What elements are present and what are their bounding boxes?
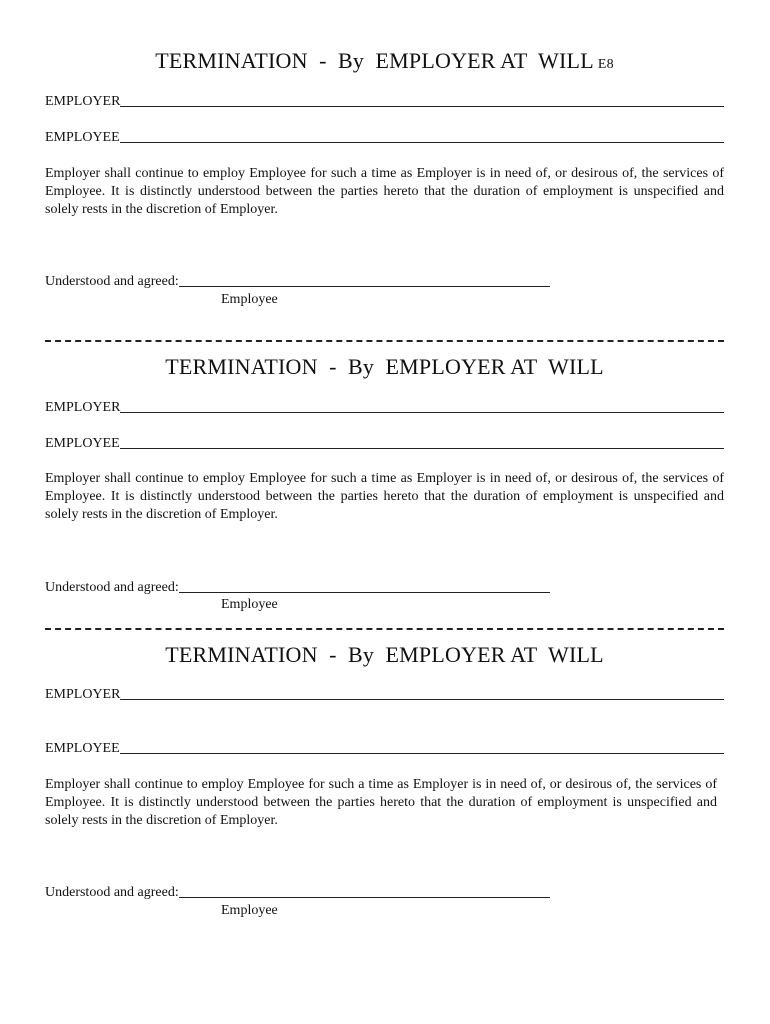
agreement-label: Understood and agreed: xyxy=(45,885,179,900)
employee-label: EMPLOYEE xyxy=(45,130,120,145)
employer-field[interactable] xyxy=(45,398,724,416)
signature-row[interactable] xyxy=(45,883,550,901)
employment-clause: Employer shall continue to employ Employee for such a time as Employer is in need of, or desirous of, the services of Employee. It is distinctly understood between the parties hereto that the duration of employment is unspecified and solely rests in the discretion of Employer. xyxy=(45,166,724,217)
agreement-label: Understood and agreed: xyxy=(45,274,179,289)
employee-blank-line[interactable] xyxy=(120,434,724,449)
employee-field[interactable] xyxy=(45,434,724,452)
signature-caption: Employee xyxy=(221,292,278,307)
dashed-divider xyxy=(45,340,724,342)
signature-row[interactable] xyxy=(45,578,550,596)
employer-blank-line[interactable] xyxy=(120,685,724,700)
dashed-divider xyxy=(45,628,724,630)
employee-blank-line[interactable] xyxy=(120,739,724,754)
form-title: TERMINATION - By EMPLOYER AT WILL xyxy=(165,642,604,667)
form-title: TERMINATION - By EMPLOYER AT WILL xyxy=(165,354,604,379)
employer-label: EMPLOYER xyxy=(45,400,121,415)
agreement-label: Understood and agreed: xyxy=(45,580,179,595)
signature-caption: Employee xyxy=(221,903,278,918)
employer-label: EMPLOYER xyxy=(45,94,121,109)
employee-label: EMPLOYEE xyxy=(45,436,120,451)
signature-caption: Employee xyxy=(221,597,278,612)
signature-blank-line[interactable] xyxy=(179,578,550,593)
employment-clause: Employer shall continue to employ Employee for such a time as Employer is in need of, or desirous of, the services of Employee. It is distinctly understood between the parties hereto that the duration of employment is unspecified and solely rests in the discretion of Employer. xyxy=(45,471,724,522)
employer-blank-line[interactable] xyxy=(120,92,724,107)
signature-blank-line[interactable] xyxy=(179,272,550,287)
employee-field[interactable] xyxy=(45,739,724,757)
employee-blank-line[interactable] xyxy=(120,128,724,143)
form-code: E8 xyxy=(597,57,614,72)
employee-field[interactable] xyxy=(45,128,724,146)
signature-row[interactable] xyxy=(45,272,550,290)
employer-blank-line[interactable] xyxy=(120,398,724,413)
employer-field[interactable] xyxy=(45,685,724,703)
employer-field[interactable] xyxy=(45,92,724,110)
employment-clause: Employer shall continue to employ Employee for such a time as Employer is in need of, or desirous of, the services of Employee. It is distinctly understood between the parties hereto that the duration of employment is unspecified and solely rests in the discretion of Employer. xyxy=(45,777,717,828)
signature-blank-line[interactable] xyxy=(179,883,550,898)
employer-label: EMPLOYER xyxy=(45,687,121,702)
form-title: TERMINATION - By EMPLOYER AT WILL E8 xyxy=(155,48,614,73)
employee-label: EMPLOYEE xyxy=(45,741,120,756)
